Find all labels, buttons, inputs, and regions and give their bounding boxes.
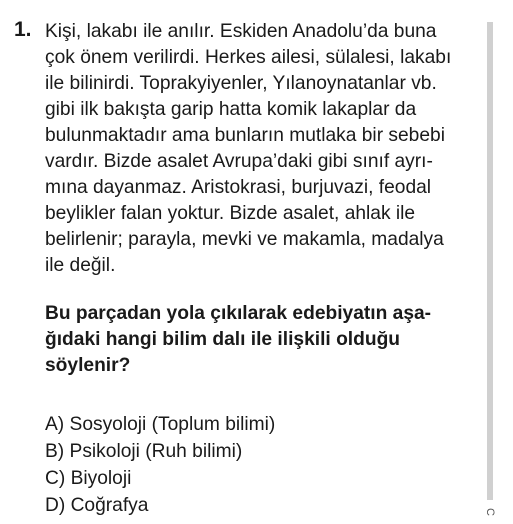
question-stem — [45, 300, 475, 378]
passage-line: çok önem verilirdi. Herkes ailesi, sülalesi, lakabı — [45, 47, 452, 68]
passage-line: Kişi, lakabı ile anılır. Eskiden Anadolu’da buna — [45, 21, 437, 42]
option-b[interactable]: B) Psikoloji (Ruh bilimi) — [45, 441, 243, 462]
option-d[interactable]: D) Coğrafya — [45, 495, 149, 516]
stem-line: söylenir? — [45, 355, 131, 376]
side-margin-bar — [487, 22, 493, 500]
passage-line: mına dayanmaz. Aristokrasi, burjuvazi, feodal — [45, 177, 432, 198]
passage-line: vardır. Bizde asalet Avrupa’daki gibi sınıf ayrı- — [45, 151, 433, 172]
option-a[interactable]: A) Sosyoloji (Toplum bilimi) — [45, 414, 276, 435]
passage-line: bulunmaktadır ama bunların mutlaka bir sebebi — [45, 125, 445, 146]
passage-line: belirlenir; parayla, mevki ve makamla, madalya — [45, 229, 444, 250]
option-c[interactable]: C) Biyoloji — [45, 468, 132, 489]
stem-line: ğıdaki hangi bilim dalı ile ilişkili olduğu — [45, 329, 401, 350]
question-passage — [45, 19, 475, 279]
stem-line: Bu parçadan yola çıkılarak edebiyatın aşa- — [45, 303, 432, 324]
corner-mark: C — [484, 508, 496, 516]
passage-line: ile değil. — [45, 255, 116, 276]
passage-line: gibi ilk bakışta garip hatta komik lakaplar da — [45, 99, 417, 120]
question-number: 1. — [14, 18, 32, 41]
passage-line: ile bilinirdi. Toprakyiyenler, Yılanoynatanlar vb. — [45, 73, 437, 94]
answer-options — [45, 411, 465, 519]
passage-line: beylikler falan yoktur. Bizde asalet, ahlak ile — [45, 203, 416, 224]
